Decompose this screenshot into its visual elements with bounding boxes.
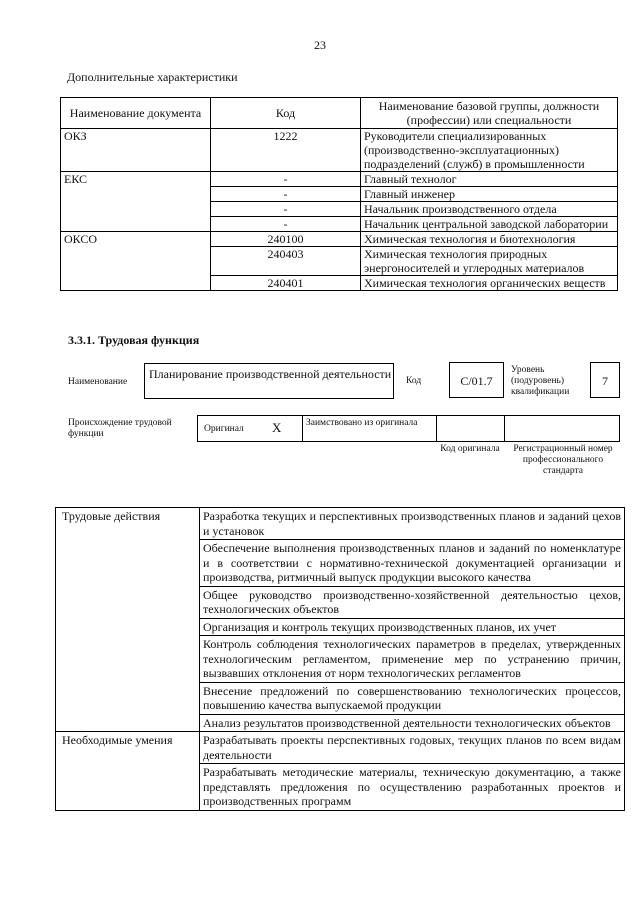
code-cell: 240100 xyxy=(211,232,361,247)
function-name-box: Планирование производственной деятельности xyxy=(144,363,394,399)
item-cell: Анализ результатов производственной деятельности технологических объектов xyxy=(200,714,625,732)
header-document: Наименование документа xyxy=(61,98,211,129)
reg-number-caption: Регистрационный номер профессионального стандарта xyxy=(513,444,613,476)
item-cell: Обеспечение выполнения производственных планов и заданий по номенклатуре и в соответствии с нормативно-технической документацией организации и производства, ритмичный выпуск продукции высокого качества xyxy=(200,540,625,587)
doc-cell: ОКЗ xyxy=(61,129,211,172)
name-cell: Главный инженер xyxy=(361,187,618,202)
table-row xyxy=(56,508,625,540)
section-title: 3.3.1. Трудовая функция xyxy=(68,333,200,347)
code-original-caption: Код оригинала xyxy=(440,444,500,454)
doc-cell: ОКСО xyxy=(61,232,211,291)
name-label: Наименование xyxy=(68,377,128,387)
additional-characteristics-title: Дополнительные характеристики xyxy=(67,70,238,84)
name-cell: Химическая технология природных энергоносителей и углеродных материалов xyxy=(361,247,618,276)
name-cell: Главный технолог xyxy=(361,172,618,187)
section-label: Трудовые действия xyxy=(56,508,200,732)
doc-cell: ЕКС xyxy=(61,172,211,232)
additional-characteristics-table xyxy=(60,97,618,291)
header-code: Код xyxy=(211,98,361,129)
name-cell: Химическая технология и биотехнология xyxy=(361,232,618,247)
item-cell: Контроль соблюдения технологических параметров в пределах, утвержденных технологическим регламентом, применение мер по устранению причин, вызвавших отклонения от норм технологических регламентов xyxy=(200,636,625,683)
borrowed-label: Заимствовано из оригинала xyxy=(306,418,418,428)
divider xyxy=(436,416,437,441)
name-cell: Химическая технология органических веществ xyxy=(361,276,618,291)
code-cell: - xyxy=(211,172,361,187)
labor-actions-table xyxy=(55,507,625,811)
item-cell: Организация и контроль текущих производственных планов, их учет xyxy=(200,618,625,636)
code-cell: 240401 xyxy=(211,276,361,291)
header-group-name: Наименование базовой группы, должности (профессии) или специальности xyxy=(361,98,618,129)
item-cell: Внесение предложений по совершенствованию технологических процессов, повышению качества выпускаемой продукции xyxy=(200,682,625,714)
item-cell: Общее руководство производственно-хозяйственной деятельностью цехов, технологических объектов xyxy=(200,586,625,618)
code-cell: - xyxy=(211,202,361,217)
code-cell: - xyxy=(211,187,361,202)
table-row xyxy=(61,232,618,247)
function-code-box: С/01.7 xyxy=(449,362,504,398)
name-cell: Руководители специализированных (производственно-эксплуатационных) подразделений (служб) в промышленности xyxy=(361,129,618,172)
origin-row xyxy=(197,415,620,442)
table-row xyxy=(56,732,625,764)
original-label: Оригинал xyxy=(204,424,244,434)
item-cell: Разрабатывать методические материалы, техническую документацию, а также представлять предложения по осуществлению разработанных проектов и производственных программ xyxy=(200,764,625,811)
section-label: Необходимые умения xyxy=(56,732,200,811)
original-mark: X xyxy=(272,420,282,435)
code-cell: - xyxy=(211,217,361,232)
divider xyxy=(504,416,505,441)
code-label: Код xyxy=(406,376,422,386)
code-cell: 240403 xyxy=(211,247,361,276)
item-cell: Разрабатывать проекты перспективных годовых, текущих планов по всем видам деятельности xyxy=(200,732,625,764)
item-cell: Разработка текущих и перспективных производственных планов и заданий цехов и установок xyxy=(200,508,625,540)
table-row xyxy=(61,129,618,172)
name-cell: Начальник центральной заводской лаборатории xyxy=(361,217,618,232)
origin-label: Происхождение трудовой функции xyxy=(68,418,172,439)
table-header-row xyxy=(61,98,618,129)
page-number: 23 xyxy=(314,38,326,52)
name-cell: Начальник производственного отдела xyxy=(361,202,618,217)
level-value-box: 7 xyxy=(590,362,620,398)
divider xyxy=(302,416,303,441)
table-row xyxy=(61,172,618,187)
code-cell: 1222 xyxy=(211,129,361,172)
level-label: Уровень (подуровень) квалификации xyxy=(511,365,570,397)
